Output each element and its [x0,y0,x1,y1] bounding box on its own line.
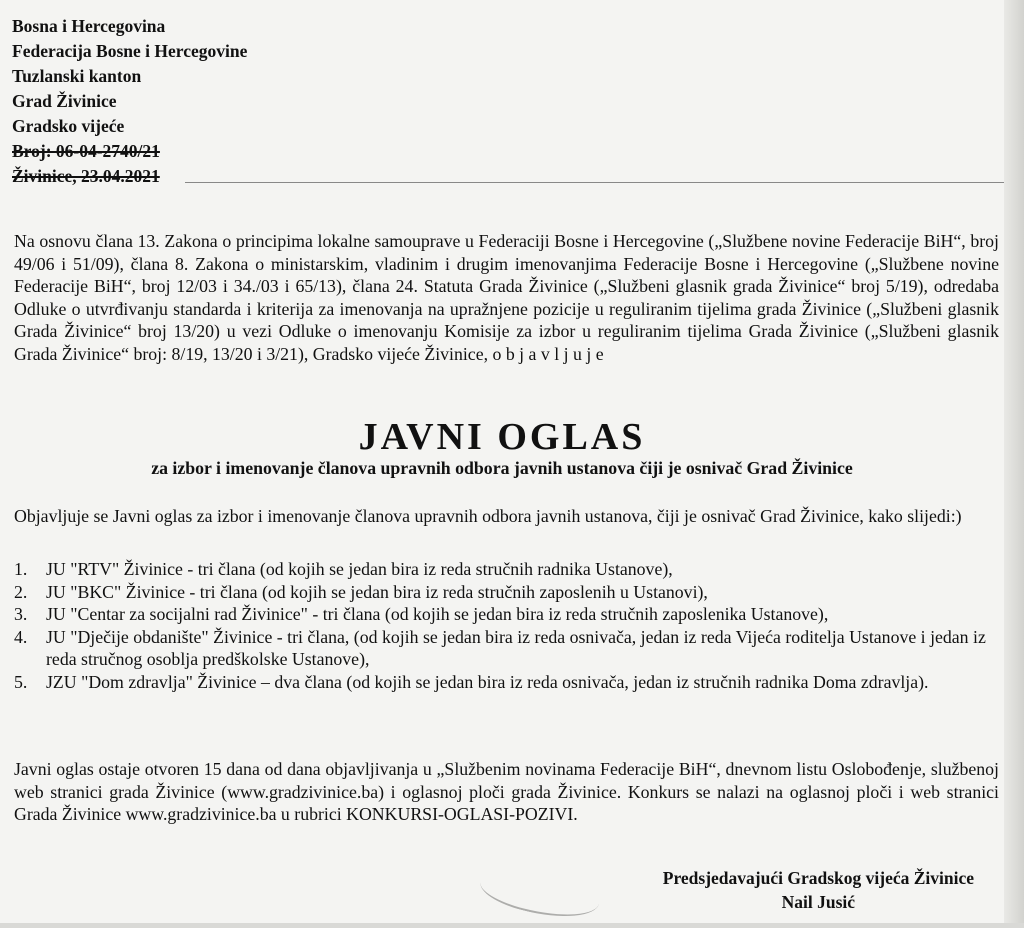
header-reference-number: Broj: 06-04-2740/21 [12,141,160,161]
list-item-text: JU "BKC" Živinice - tri člana (od kojih se jedan bira iz reda stručnih zaposlenih u Ustanovi), [46,581,708,602]
announcement-intro: Objavljuje se Javni oglas za izbor i imenovanje članova upravnih odbora javnih ustanova, čiji je osnivač Grad Živinice, kako slijedi:) [14,506,962,526]
paper-fold-mark [477,858,604,928]
list-item [14,671,999,694]
list-item-text: JU "RTV" Živinice - tri člana (od kojih se jedan bira iz reda stručnih radnika Ustanove), [46,559,673,579]
document-subtitle: za izbor i imenovanje članova upravnih odbora javnih ustanova čiji je osnivač Grad Živinice [151,458,853,478]
list-item [14,626,999,671]
list-item [14,603,999,626]
list-item [14,581,999,604]
list-item-text: JU "Dječije obdanište" Živinice - tri člana, (od kojih se jedan bira iz reda osnivača, jedan iz reda Vijeća roditelja Ustanove i jedan iz reda stručnog osoblja predškolske Ustanove), [46,626,986,669]
signature-block [663,866,974,914]
document-title: JAVNI OGLAS [358,416,646,458]
list-item-number: 1. [14,559,28,579]
list-item-text: JU "Centar za socijalni rad Živinice" - tri člana (od kojih se jedan bira iz reda stručnih zaposlenika Ustanove), [46,604,829,624]
header-council: Gradsko vijeće [12,116,125,136]
legal-preamble: Na osnovu člana 13. Zakona o principima lokalne samouprave u Federaciji Bosne i Hercegovine („Službene novine Federacije BiH“, broj 49/06 i 51/09), člana 8. Zakona o ministarskim, vladinim i drugim imenovanjima Federacije Bosne i Hercegovine („Službene novine Federacije BiH“, broj 12/03 i 34./03 i 65/13), člana 24. Statuta Grada Živinice („Službeni glasnik grada Živinice“ broj 5/19), odredaba Odluke o utvrđivanju standarda i kriterija za imenovanja na upražnjene pozicije u reguliranim tijelima grada Živinice („Službeni glasnik Grada Živinice“ broj 13/20) u vezi Odluke o imenovanju Komisije za izbor u reguliranim tijelima Grada Živinice („Službeni glasnik Grada Živinice“ broj: 8/19, 13/20 i 3/21), Gradsko vijeće Živinice, o b j a v l j u j e [14,231,999,364]
header-city: Grad Živinice [12,91,117,111]
header-divider [185,182,1004,183]
list-item-text: JZU "Dom zdravlja" Živinice – dva člana (od kojih se jedan bira iz reda osnivača, jedan iz stručnih radnika Doma zdravlja). [46,671,929,692]
list-item-number: 4. [14,626,28,647]
signature-name: Nail Jusić [781,892,856,912]
header-canton: Tuzlanski kanton [12,66,142,86]
list-item [14,558,999,581]
list-item-number: 2. [14,581,28,602]
list-item-number: 3. [14,604,28,624]
institution-list [14,558,999,693]
header-federation: Federacija Bosne i Hercegovine [12,41,248,61]
header-country: Bosna i Hercegovina [12,16,166,36]
document-header [12,14,247,189]
signature-role: Predsjedavajući Gradskog vijeća Živinice [662,868,974,888]
header-date: Živinice, 23.04.2021 [12,166,160,186]
list-item-number: 5. [14,671,28,692]
closing-paragraph: Javni oglas ostaje otvoren 15 dana od dana objavljivanja u „Službenim novinama Federacije BiH“, dnevnom listu Oslobođenje, službenoj web stranici grada Živinice (www.gradzivinice.ba) i oglasnoj ploči grada Živinice. Konkurs se nalazi na oglasnoj ploči i web stranici Grada Živinice www.gradzivinice.ba u rubrici KONKURSI-OGLASI-POZIVI. [14,759,999,824]
page-edge [1004,0,1024,923]
